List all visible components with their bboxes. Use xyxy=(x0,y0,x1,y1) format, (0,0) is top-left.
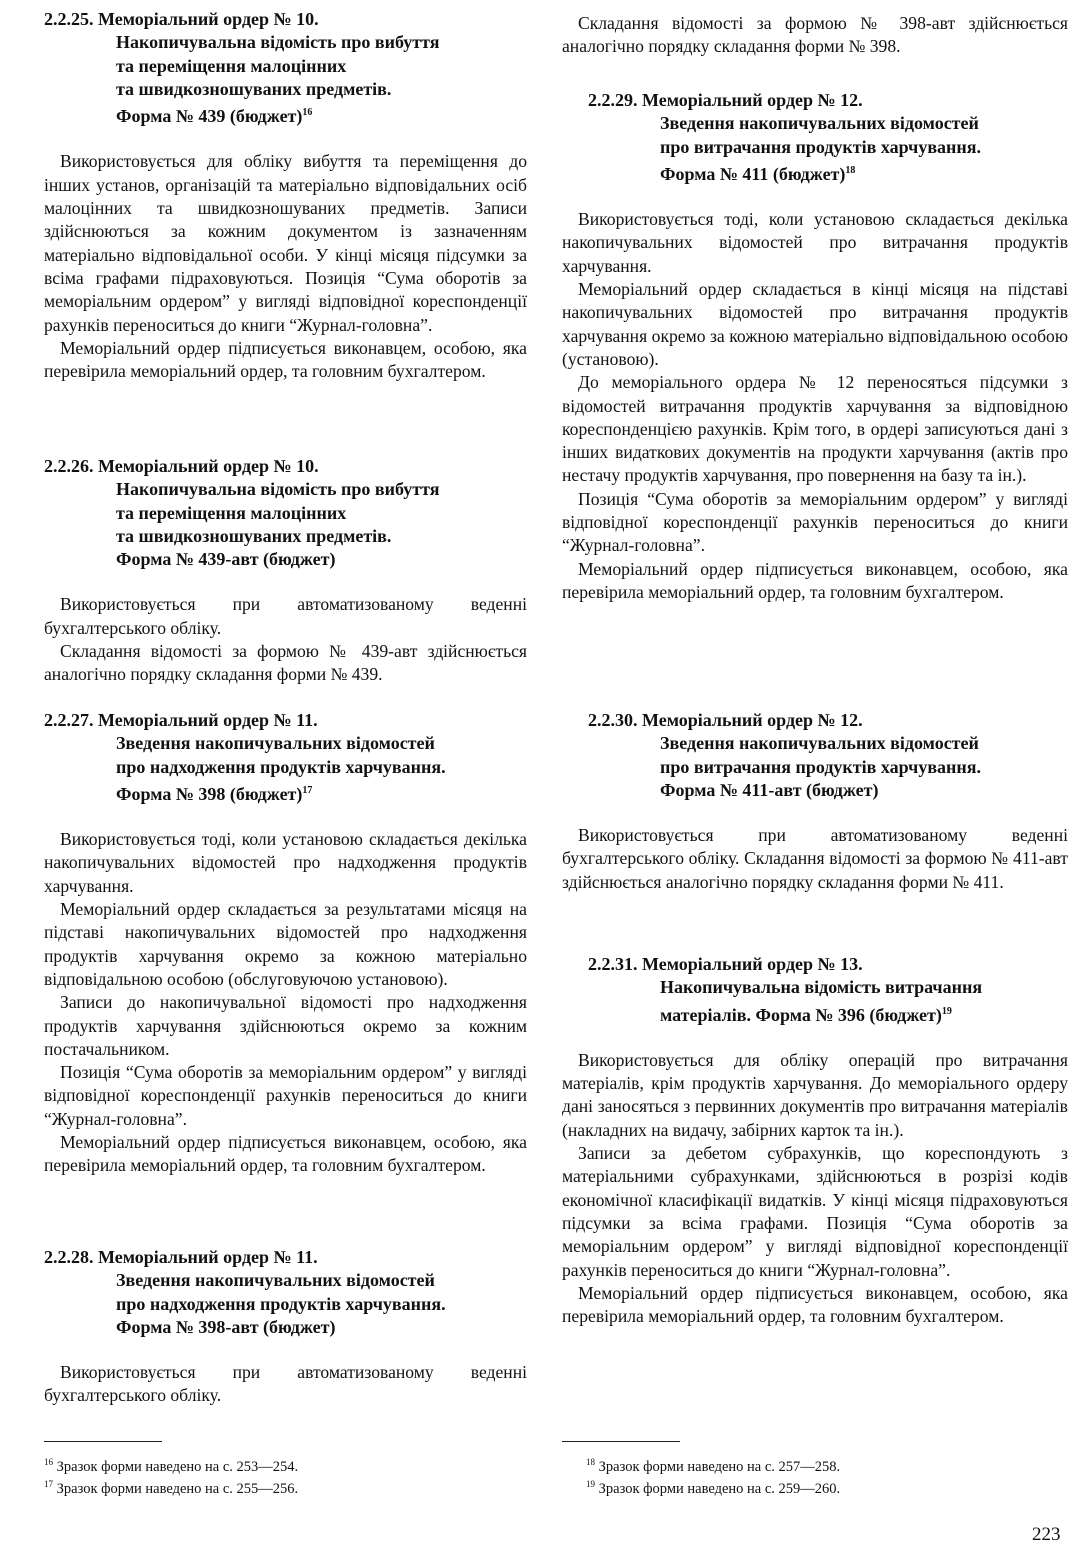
heading-line: матеріалів. Форма № 396 (бюджет) xyxy=(660,1004,942,1025)
section-2-2-31 xyxy=(562,953,1068,1328)
section-number: 2.2.27. xyxy=(44,710,94,730)
heading-line: та швидкозношуваних предметів. xyxy=(116,525,392,546)
footnote-ref: 16 xyxy=(302,107,313,119)
heading-line: Меморіальний ордер № 10. xyxy=(98,9,319,29)
paragraph: Позиція “Сума оборотів за меморіальним ордером” у вигляді відповідної кореспонденції рахунків переноситься до книги “Журнал-головна”. xyxy=(44,1062,527,1129)
page-number: 223 xyxy=(1032,1524,1061,1545)
paragraph: Використовується для обліку операцій про витрачання матеріалів, крім продуктів харчування. До меморіального ордеру дані заносяться з первинних документів про витрачання матеріалів (накладних на видачу, забірних карток та ін.). xyxy=(562,1049,1068,1140)
paragraph: Використовується при автоматизованому веденні бухгалтерського обліку. Складання відомості за формою № 411-авт здійснюється аналогічно порядку складання форми № 411. xyxy=(562,825,1068,892)
heading-line: Форма № 439-авт (бюджет) xyxy=(116,549,336,570)
footnote-rule-right xyxy=(562,1441,680,1442)
paragraph: До меморіального ордера № 12 переносяться підсумки з відомостей витрачання продуктів харчування за відповідною кореспонденцією рахунків. Крім того, в ордері записуються дані з інших видаткових документів на продукти харчування (актів про нестачу продуктів харчування, про повернення на базу та ін.). xyxy=(562,372,1068,486)
section-heading xyxy=(44,8,527,128)
heading-line: Меморіальний ордер № 11. xyxy=(98,1247,318,1267)
paragraph: Меморіальний ордер складається в кінці місяця на підставі накопичувальних відомостей про витрачання продуктів харчування окремо за кожною матеріально відповідальною особою (установою). xyxy=(562,279,1068,369)
section-2-2-25 xyxy=(44,8,527,383)
heading-line: Накопичувальна відомість витрачання xyxy=(660,977,983,998)
heading-line: Меморіальний ордер № 12. xyxy=(642,710,863,730)
footnote-text: Зразок форми наведено на с. 259—260. xyxy=(598,1480,841,1497)
section-2-2-28 xyxy=(44,1246,527,1408)
footnote-number: 17 xyxy=(44,1479,53,1489)
paragraph: Меморіальний ордер складається за результатами місяця на підставі накопичувальних відомостей про надходження продуктів харчування окремо за кожною матеріально відповідальною особою (обслуговуючою установою). xyxy=(44,899,527,989)
paragraph: Записи за дебетом субрахунків, що кореспондують з матеріальними субрахунками, здійснюються в розрізі кодів економічної класифікації видатків. У кінці місяця підраховуються підсумки за всіма графами. Позиція “Сума оборотів за меморіальним ордером” у вигляді відповідної кореспонденції рахунків переноситься до книги “Журнал-головна”. xyxy=(562,1143,1068,1280)
paragraph: Меморіальний ордер підписується виконавцем, особою, яка перевірила меморіальний ордер, та головним бухгалтером. xyxy=(44,1132,527,1176)
section-number: 2.2.28. xyxy=(44,1247,94,1267)
footnote-text: Зразок форми наведено на с. 253—254. xyxy=(56,1458,299,1475)
heading-line: Накопичувальна відомість про вибуття xyxy=(116,479,440,500)
heading-line: та переміщення малоцінних xyxy=(116,55,347,76)
footnote-ref: 17 xyxy=(302,784,313,796)
section-2-2-26 xyxy=(44,455,527,687)
section-heading xyxy=(562,709,1068,802)
footnote-rule-left xyxy=(44,1441,162,1442)
section-2-2-30 xyxy=(562,709,1068,894)
heading-line: Зведення накопичувальних відомостей xyxy=(116,1270,435,1291)
heading-line: Форма № 398-авт (бюджет) xyxy=(116,1316,336,1337)
heading-line: Форма № 411 (бюджет) xyxy=(660,163,846,184)
section-number: 2.2.29. xyxy=(588,90,638,110)
footnote xyxy=(44,1474,298,1499)
section-heading xyxy=(44,1246,527,1339)
section-2-2-27 xyxy=(44,709,527,1178)
footnote-number: 18 xyxy=(586,1457,595,1467)
heading-line: Меморіальний ордер № 13. xyxy=(642,954,863,974)
heading-line: Меморіальний ордер № 12. xyxy=(642,90,863,110)
paragraph: Використовується тоді, коли установою складається декілька накопичувальних відомостей про витрачання продуктів харчування. xyxy=(562,209,1068,276)
section-number: 2.2.31. xyxy=(588,954,638,974)
heading-line: про надходження продуктів харчування. xyxy=(116,756,446,777)
heading-line: Форма № 411-авт (бюджет) xyxy=(660,779,879,800)
heading-line: Меморіальний ордер № 10. xyxy=(98,456,319,476)
section-heading xyxy=(562,953,1068,1027)
heading-line: Накопичувальна відомість про вибуття xyxy=(116,32,440,53)
paragraph: Використовується при автоматизованому веденні бухгалтерського обліку. xyxy=(44,1362,527,1406)
heading-line: Зведення накопичувальних відомостей xyxy=(660,113,979,134)
paragraph: Меморіальний ордер підписується виконавцем, особою, яка перевірила меморіальний ордер, та головним бухгалтером. xyxy=(562,558,1068,602)
heading-line: та переміщення малоцінних xyxy=(116,502,347,523)
heading-line: Меморіальний ордер № 11. xyxy=(98,710,318,730)
heading-line: про витрачання продуктів харчування. xyxy=(660,756,982,777)
heading-line: Форма № 439 (бюджет) xyxy=(116,106,303,127)
section-number: 2.2.26. xyxy=(44,456,94,476)
footnote-text: Зразок форми наведено на с. 257—258. xyxy=(598,1458,841,1475)
footnote-ref: 19 xyxy=(941,1005,952,1017)
paragraph: Використовується тоді, коли установою складається декілька накопичувальних відомостей про надходження продуктів харчування. xyxy=(44,829,527,896)
heading-line: Зведення накопичувальних відомостей xyxy=(116,733,435,754)
section-heading xyxy=(562,89,1068,186)
heading-line: про витрачання продуктів харчування. xyxy=(660,136,982,157)
section-number: 2.2.25. xyxy=(44,9,94,29)
section-continuation xyxy=(562,12,1068,59)
heading-line: про надходження продуктів харчування. xyxy=(116,1293,446,1314)
footnote-text: Зразок форми наведено на с. 255—256. xyxy=(56,1480,299,1497)
heading-line: та швидкозношуваних предметів. xyxy=(116,78,392,99)
footnote xyxy=(586,1474,840,1499)
heading-line: Зведення накопичувальних відомостей xyxy=(660,733,979,754)
footnote-number: 16 xyxy=(44,1457,53,1467)
paragraph: Використовується при автоматизованому веденні бухгалтерського обліку. xyxy=(44,594,527,638)
paragraph: Позиція “Сума оборотів за меморіальним ордером” у вигляді відповідної кореспонденції рахунків переноситься до книги “Журнал-головна”. xyxy=(562,488,1068,556)
footnote-ref: 18 xyxy=(845,164,856,176)
footnote-number: 19 xyxy=(586,1479,595,1489)
paragraph: Складання відомості за формою № 398-авт здійснюється аналогічно порядку складання форми № 398. xyxy=(562,13,1068,57)
section-heading xyxy=(44,455,527,571)
paragraph: Використовується для обліку вибуття та переміщення до інших установ, організацій та матеріально відповідальних осіб малоцінних та швидкозношуваних предметів. Записи здійснюються за кожним документом із зазначенням матеріально відповідальної особи. У кінці місяця підсумки за всіма графами підраховуються. Позиція “Сума оборотів за меморіальним ордером” у вигляді відповідної кореспонденції рахунків переноситься до книги “Журнал-головна”. xyxy=(44,151,527,335)
paragraph: Меморіальний ордер підписується виконавцем, особою, яка перевірила меморіальний ордер, та головним бухгалтером. xyxy=(44,337,527,382)
heading-line: Форма № 398 (бюджет) xyxy=(116,783,303,804)
paragraph: Меморіальний ордер підписується виконавцем, особою, яка перевірила меморіальний ордер, та головним бухгалтером. xyxy=(562,1282,1068,1327)
section-number: 2.2.30. xyxy=(588,710,638,730)
section-2-2-29 xyxy=(562,89,1068,604)
paragraph: Складання відомості за формою № 439-авт здійснюється аналогічно порядку складання форми № 439. xyxy=(44,641,527,685)
section-heading xyxy=(44,709,527,806)
paragraph: Записи до накопичувальної відомості про надходження продуктів харчування здійснюються окремо за кожним постачальником. xyxy=(44,992,527,1059)
